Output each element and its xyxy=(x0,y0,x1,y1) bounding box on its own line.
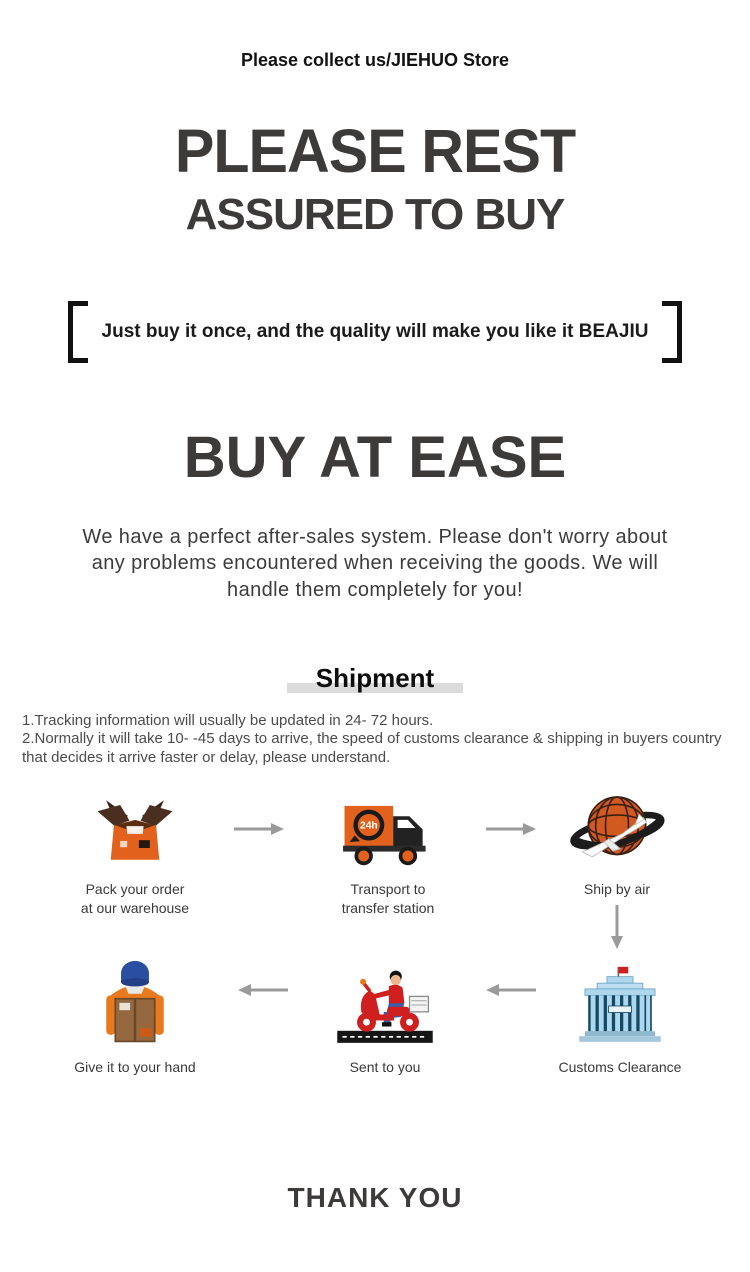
step-ship-by-air xyxy=(517,786,717,899)
step-pack-label xyxy=(81,880,189,918)
hero-title-line2: ASSURED TO BUY xyxy=(185,190,565,239)
step-air-label: Ship by air xyxy=(583,881,651,897)
arrow-left-icon xyxy=(238,982,288,998)
arrow-left-icon xyxy=(486,982,536,998)
shipment-note-2: 2.Normally it will take 10- -45 days to arrive, the speed of customs clearance & shipping in buyers country that decides it arrive faster or delay, please understand. xyxy=(22,730,722,766)
step-pack-label-line2: at our warehouse xyxy=(80,899,190,916)
buy-at-ease-title: BUY AT EASE xyxy=(183,425,567,490)
step-customs-label: Customs Clearance xyxy=(558,1059,682,1075)
customs-building-icon xyxy=(567,956,673,1048)
collect-store-text: Please collect us/JIEHUO Store xyxy=(240,50,510,70)
step-transport-label xyxy=(342,880,435,918)
step-transport xyxy=(288,786,488,918)
globe-plane-icon xyxy=(567,786,667,870)
truck-badge-text: 24h xyxy=(359,820,378,832)
scooter-icon xyxy=(335,956,435,1048)
step-hand-label: Give it to your hand xyxy=(74,1059,196,1075)
arrow-down-icon xyxy=(609,905,625,949)
shipment-title-text: Shipment xyxy=(315,663,435,693)
arrow-right-icon xyxy=(486,821,536,837)
step-transport-label-line1: Transport to xyxy=(350,881,426,897)
step-sent-to-you xyxy=(285,956,485,1077)
shipment-notes xyxy=(22,712,730,767)
quote-text: Just buy it once, and the quality will make you like it BEAJIU xyxy=(101,321,649,342)
hero-title-line1: PLEASE REST xyxy=(174,117,576,185)
step-pack-label-line1: Pack your order xyxy=(85,881,185,897)
shipment-note-1: 1.Tracking information will usually be updated in 24- 72 hours. xyxy=(22,712,434,729)
delivery-person-icon xyxy=(93,956,177,1048)
step-give-to-hand xyxy=(35,956,235,1077)
right-bracket-icon xyxy=(662,301,682,363)
quote-box xyxy=(68,301,682,363)
shipment-heading xyxy=(0,663,750,694)
step-transport-label-line2: transfer station xyxy=(341,899,435,916)
thank-you-text: THANK YOU xyxy=(287,1182,463,1213)
step-sent-label: Sent to you xyxy=(349,1059,421,1075)
package-box-icon xyxy=(92,786,178,870)
step-customs xyxy=(520,956,720,1077)
arrow-right-icon xyxy=(234,821,284,837)
buy-at-ease-body: We have a perfect after-sales system. Please don't worry about any problems encountered when receiving the goods. We will handle them completely for you! xyxy=(82,526,668,601)
truck-24h-icon xyxy=(340,786,436,870)
left-bracket-icon xyxy=(68,301,88,363)
step-pack-order xyxy=(35,786,235,918)
